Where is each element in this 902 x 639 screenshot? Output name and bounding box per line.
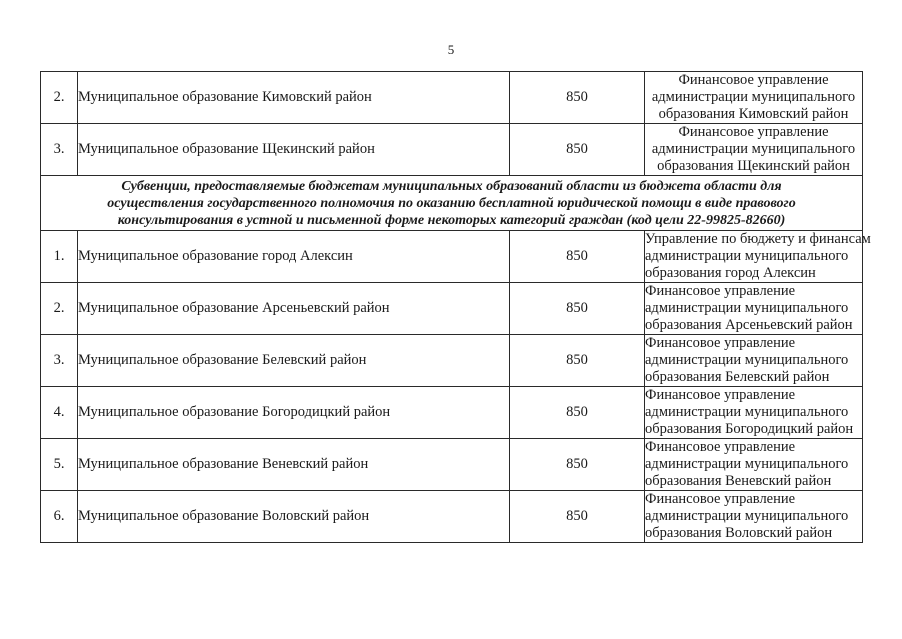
administrator-line: администрации муниципального [645, 352, 849, 368]
administrator-line: образования Кимовский район [658, 106, 849, 122]
administrator-line: Финансовое управление [645, 439, 796, 455]
page-number: 5 [447, 42, 455, 57]
table-row [41, 335, 863, 387]
administrator-line: образования Белевский район [645, 369, 830, 385]
department-code: 850 [510, 491, 645, 543]
administrator-line: Управление по бюджету и финансам [645, 231, 871, 247]
administrator-line: Финансовое управление [645, 491, 796, 507]
administrator-line: Финансовое управление [645, 283, 796, 299]
department-code: 850 [510, 439, 645, 491]
row-number: 4. [41, 387, 78, 439]
administrator-line: образования город Алексин [645, 265, 816, 281]
row-number: 2. [41, 72, 78, 124]
administrator-line: администрации муниципального [645, 508, 849, 524]
department-code: 850 [510, 283, 645, 335]
administrator-line: образования Воловский район [645, 525, 833, 541]
section-heading-line: консультирования в устной и письменной форме некоторых категорий граждан (код цели 22-99825-82660) [117, 213, 786, 228]
administrator-name [645, 231, 871, 283]
section-heading [41, 176, 863, 231]
municipality-name: Муниципальное образование Богородицкий район [78, 387, 510, 439]
section-heading-line: осуществления государственного полномочия по оказанию бесплатной юридической помощи в виде правового [107, 196, 796, 211]
municipality-name: Муниципальное образование Арсеньевский район [78, 283, 510, 335]
table-row [41, 72, 863, 124]
municipality-name: Муниципальное образование Белевский район [78, 335, 510, 387]
row-number: 3. [41, 124, 78, 176]
row-number: 5. [41, 439, 78, 491]
table-row [41, 387, 863, 439]
administrator-line: образования Щекинский район [657, 158, 850, 174]
administrator-name [645, 439, 863, 491]
administrator-name [645, 124, 863, 176]
administrator-name [645, 491, 863, 543]
administrator-line: администрации муниципального [645, 248, 849, 264]
allocation-table [40, 71, 871, 543]
administrator-line: Финансовое управление [678, 72, 829, 88]
department-code: 850 [510, 124, 645, 176]
administrator-line: образования Веневский район [645, 473, 832, 489]
row-number: 6. [41, 491, 78, 543]
table-row [41, 231, 863, 283]
municipality-name: Муниципальное образование Щекинский район [78, 124, 510, 176]
administrator-line: администрации муниципального [651, 141, 856, 157]
section-heading-row [41, 176, 863, 231]
administrator-line: администрации муниципального [645, 456, 849, 472]
administrator-line: Финансовое управление [645, 335, 796, 351]
section-heading-line: Субвенции, предоставляемые бюджетам муниципальных образований области из бюджета области для [121, 179, 782, 194]
table-row [41, 439, 863, 491]
administrator-name [645, 387, 863, 439]
row-number: 1. [41, 231, 78, 283]
administrator-name [645, 283, 863, 335]
table-row [41, 283, 863, 335]
department-code: 850 [510, 231, 645, 283]
administrator-line: администрации муниципального [645, 300, 849, 316]
administrator-line: Финансовое управление [678, 124, 829, 140]
department-code: 850 [510, 72, 645, 124]
administrator-line: Финансовое управление [645, 387, 796, 403]
administrator-line: администрации муниципального [651, 89, 856, 105]
administrator-line: администрации муниципального [645, 404, 849, 420]
department-code: 850 [510, 335, 645, 387]
administrator-name [645, 335, 863, 387]
municipality-name: Муниципальное образование Веневский район [78, 439, 510, 491]
department-code: 850 [510, 387, 645, 439]
administrator-line: образования Арсеньевский район [645, 317, 853, 333]
municipality-name: Муниципальное образование Воловский район [78, 491, 510, 543]
administrator-line: образования Богородицкий район [645, 421, 854, 437]
administrator-name [645, 72, 863, 124]
row-number: 2. [41, 283, 78, 335]
municipality-name: Муниципальное образование город Алексин [78, 231, 510, 283]
table-row [41, 491, 863, 543]
table-row [41, 124, 863, 176]
row-number: 3. [41, 335, 78, 387]
municipality-name: Муниципальное образование Кимовский район [78, 72, 510, 124]
